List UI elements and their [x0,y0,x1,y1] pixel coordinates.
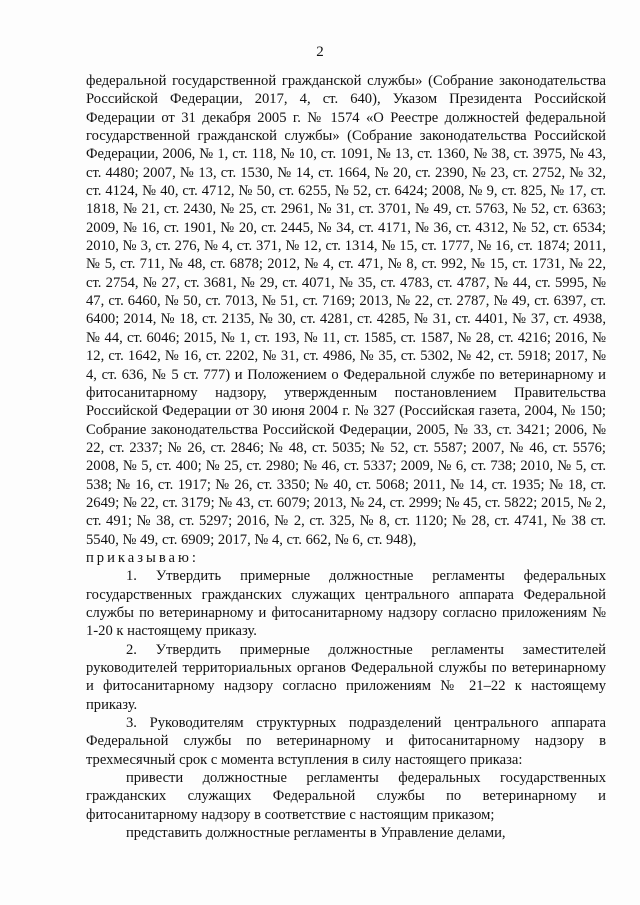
paragraph-item-3-submit: представить должностные регламенты в Управление делами, [126,825,506,842]
paragraph-item-1: 1. Утвердить примерные должностные регламенты федеральных государственных гражданских служащих центрального аппарата Федеральной службы по ветеринарному и фитосанитарному надзору согласно приложениям № 1-20 к настоящему приказу. [86,568,606,640]
paragraph-item-3-bring: привести должностные регламенты федеральных государственных гражданских служащих Федеральной службы по ветеринарному и фитосанитарному надзору в соответствие с настоящим приказом; [86,770,606,823]
paragraph-item-3: 3. Руководителям структурных подразделений центрального аппарата Федеральной службы по ветеринарному и фитосанитарному надзору в трехмесячный срок с момента вступления в силу настоящего приказа: [86,715,606,768]
paragraph-order-word: приказываю: [86,549,199,566]
page-number: 2 [316,44,324,60]
paragraph-item-2: 2. Утвердить примерные должностные регламенты заместителей руководителей территориальных органов Федеральной службы по ветеринарному и фитосанитарному надзору согласно приложениям № 21–22 к настоящему приказу. [86,641,606,713]
document-body [86,72,606,842]
paragraph-legal-basis: федеральной государственной гражданской службы» (Собрание законодательства Российской Федерации, 2017, 4, ст. 640), Указом Президента Российской Федерации от 31 декабря 2005 г. № 1574 «О Реестре должностей федеральной государственной гражданской службы» (Собрание законодательства Российской Федерации, 2006, № 1, ст. 118, № 10, ст. 1091, № 13, ст. 1360, № 38, ст. 3975, № 43, ст. 4480; 2007, № 13, ст. 1530, № 14, ст. 1664, № 20, ст. 2390, № 23, ст. 2752, № 32, ст. 4124, № 40, ст. 4712, № 50, ст. 6255, № 52, ст. 6424; 2008, № 9, ст. 825, № 17, ст. 1818, № 21, ст. 2430, № 25, ст. 2961, № 31, ст. 3701, № 49, ст. 5763, № 52, ст. 6363; 2009, № 16, ст. 1901, № 20, ст. 2445, № 34, ст. 4171, № 36, ст. 4312, № 52, ст. 6534; 2010, № 3, ст. 276, № 4, ст. 371, № 12, ст. 1314, № 15, ст. 1777, № 16, ст. 1874; 2011, № 5, ст. 711, № 48, ст. 6878; 2012, № 4, ст. 471, № 8, ст. 992, № 15, ст. 1731, № 22, ст. 2754, № 27, ст. 3681, № 29, ст. 4071, № 35, ст. 4783, ст. 4787, № 44, ст. 5995, № 47, ст. 6460, № 50, ст. 7013, № 51, ст. 7169; 2013, № 22, ст. 2787, № 49, ст. 6397, ст. 6400; 2014, № 18, ст. 2135, № 30, ст. 4281, ст. 4285, № 31, ст. 4401, № 37, ст. 4938, № 44, ст. 6046; 2015, № 1, ст. 193, № 11, ст. 1585, ст. 1587, № 28, ст. 4216; 2016, № 12, ст. 1642, № 16, ст. 2202, № 31, ст. 4986, № 35, ст. 5302, № 42, ст. 5918; 2017, № 4, ст. 636, № 5 ст. 777) и Положением о Федеральной службе по ветеринарному и фитосанитарному надзору, утвержденным постановлением Правительства Российской Федерации от 30 июня 2004 г. № 327 (Российская газета, 2004, № 150; Собрание законодательства Российской Федерации, 2005, № 33, ст. 3421; 2006, № 22, ст. 2337; № 26, ст. 2846; № 48, ст. 5035; № 52, ст. 5587; 2007, № 46, ст. 5576; 2008, № 5, ст. 400; № 25, ст. 2980; № 46, ст. 5337; 2009, № 6, ст. 738; 2010, № 5, ст. 538; № 16, ст. 1917; № 26, ст. 3350; № 40, ст. 5068; 2011, № 14, ст. 1935; № 18, ст. 2649; № 22, ст. 3179; № 43, ст. 6079; 2013, № 24, ст. 2999; № 45, ст. 5822; 2015, № 2, ст. 491; № 38, ст. 5297; 2016, № 2, ст. 325, № 8, ст. 1120; № 28, ст. 4741, № 38 ст. 5540, № 49, ст. 6909; 2017, № 4, ст. 662, № 6, ст. 948), [86,73,607,548]
